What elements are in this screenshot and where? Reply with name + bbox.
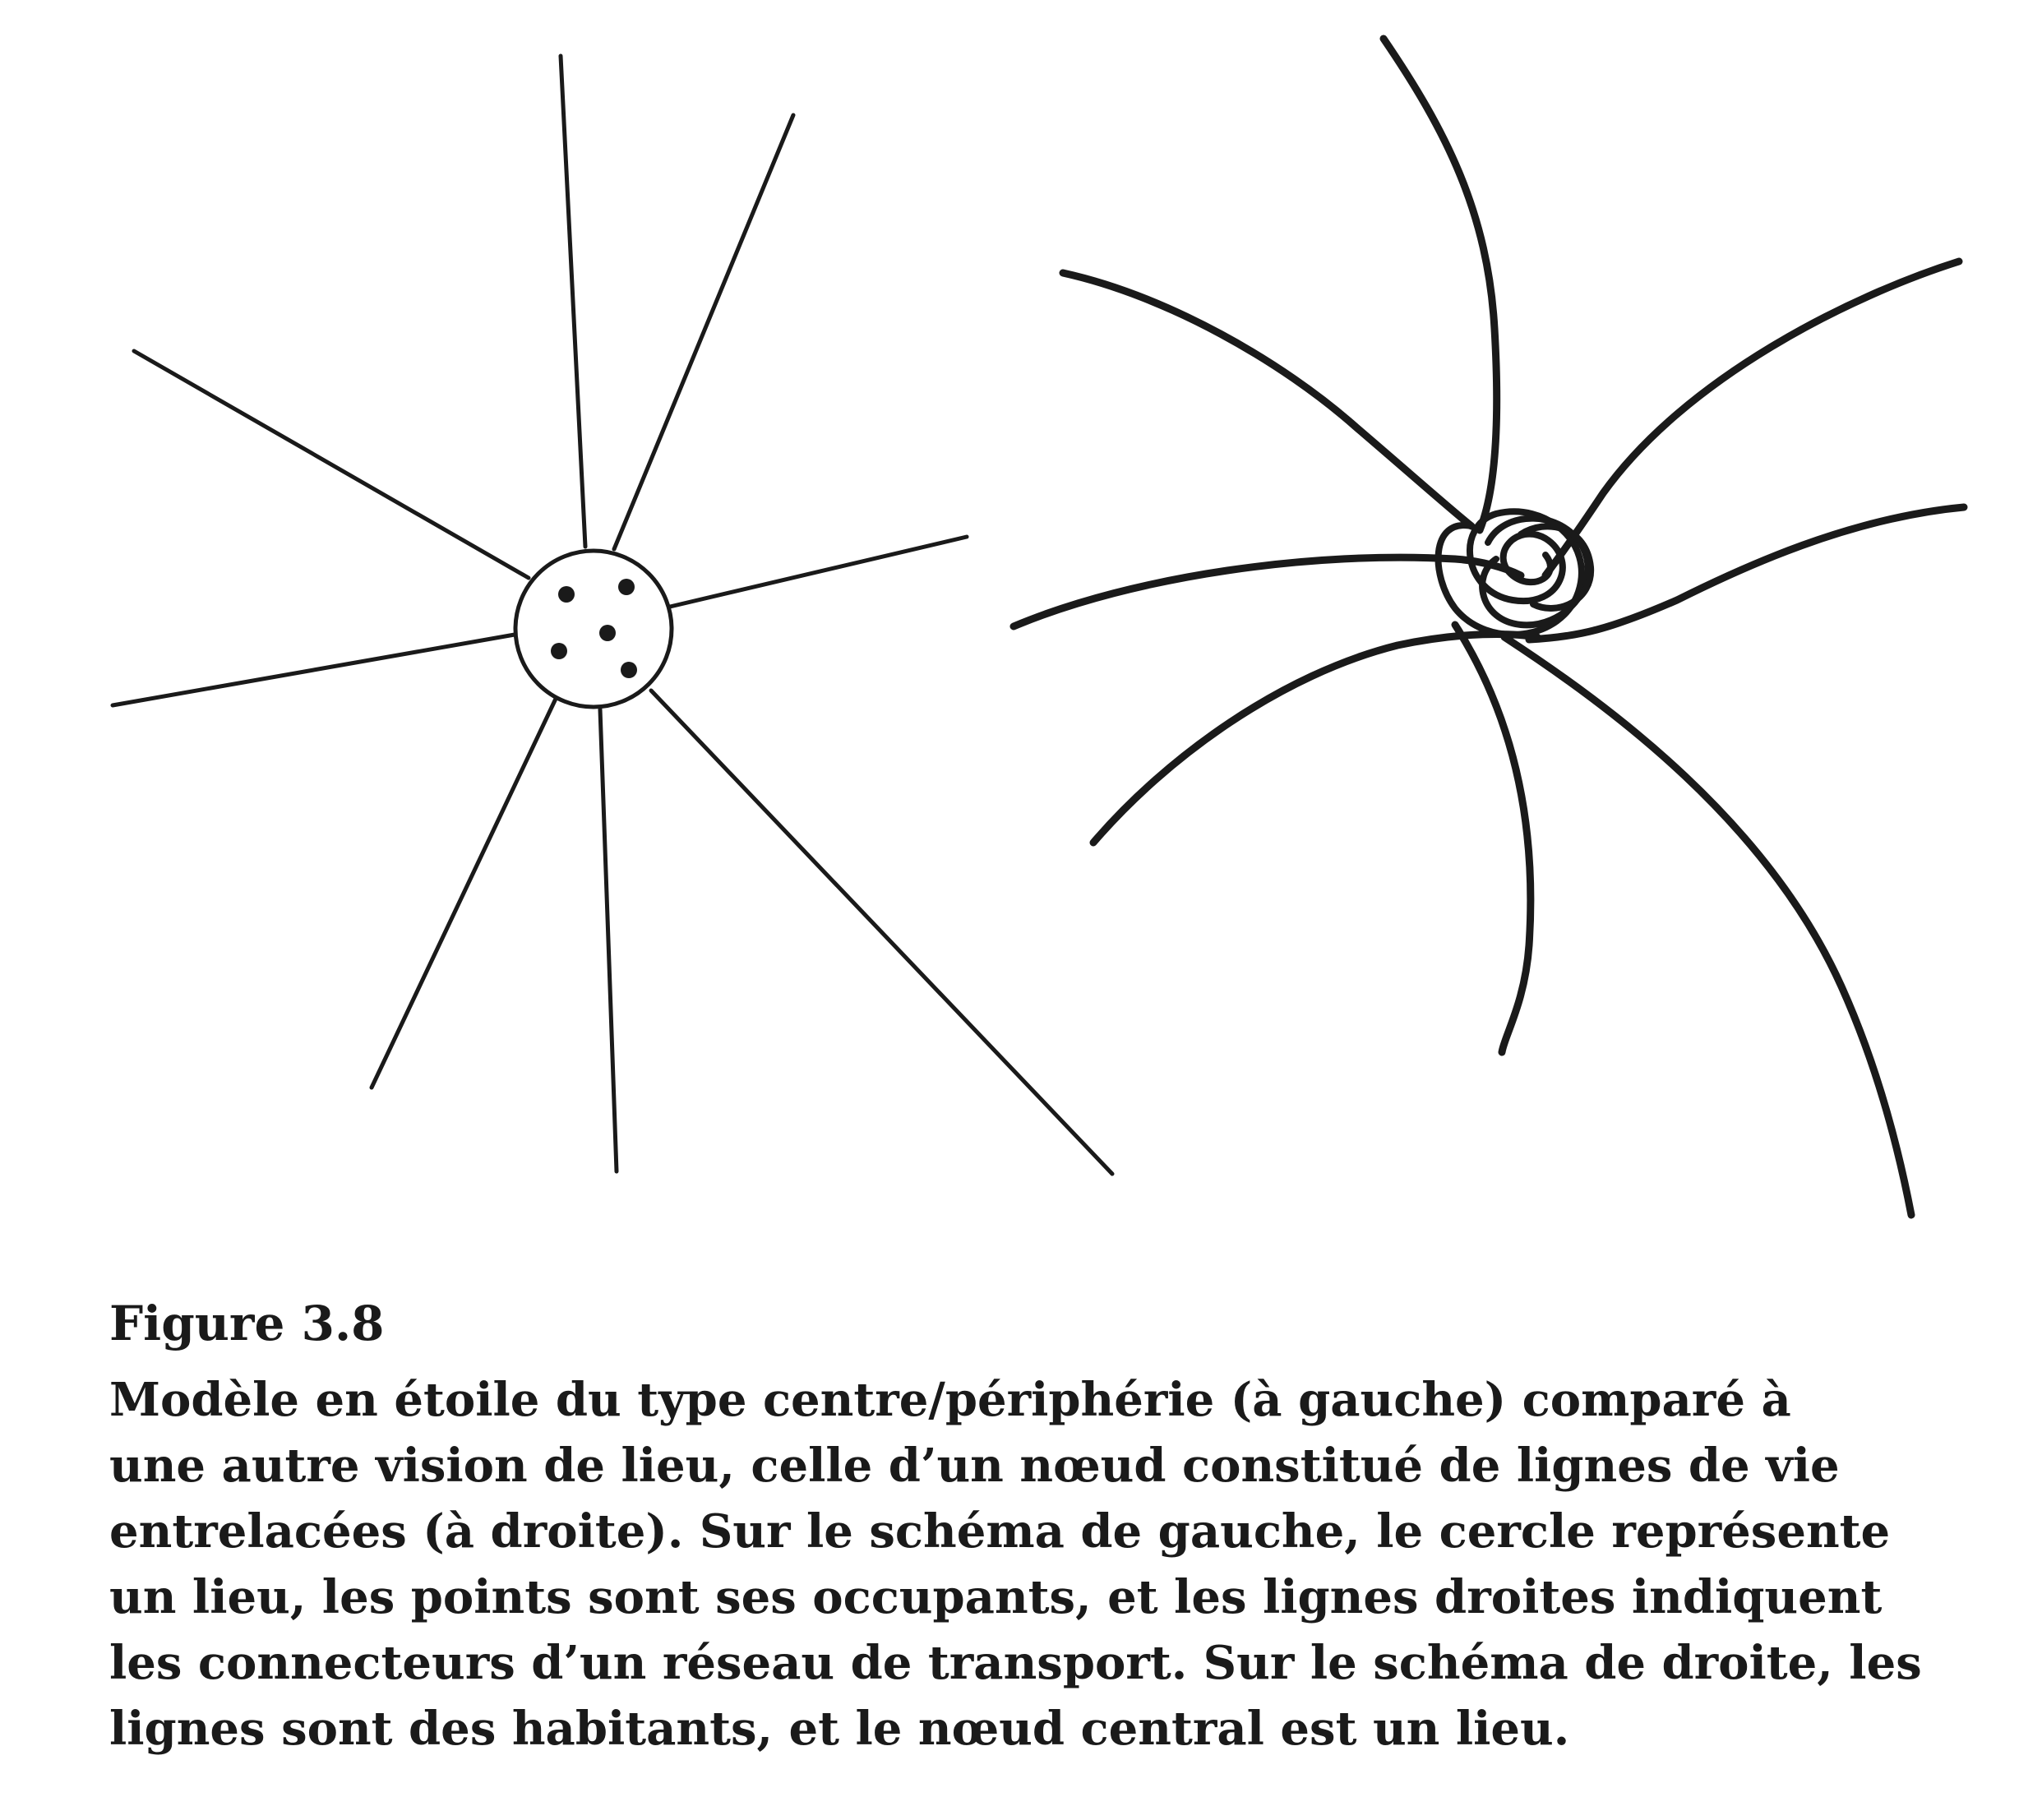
caption-line: une autre vision de lieu, celle d’un nœud constitué de lignes de vie <box>109 1439 1840 1493</box>
life-line <box>1093 634 1537 843</box>
star-spoke <box>113 635 515 705</box>
life-line <box>1455 625 1531 1052</box>
life-line <box>1384 39 1497 530</box>
star-spoke <box>670 537 967 607</box>
star-diagram <box>113 56 1112 1174</box>
life-line <box>1545 261 1959 575</box>
caption-text <box>109 1367 1959 1762</box>
caption-line: les connecteurs d’un réseau de transport. Sur le schéma de droite, les <box>109 1636 1922 1690</box>
place-circle <box>515 551 672 707</box>
caption-line: un lieu, les points sont ses occupants, et les lignes droites indiquent <box>109 1570 1883 1624</box>
figure-label: Figure 3.8 <box>109 1296 385 1351</box>
occupant-dot <box>558 586 575 603</box>
central-knot <box>1439 511 1592 635</box>
star-spoke <box>614 115 793 549</box>
occupant-dot <box>599 625 616 641</box>
caption-line: Modèle en étoile du type centre/périphérie (à gauche) comparé à <box>109 1373 1791 1427</box>
occupant-dot <box>621 662 637 678</box>
life-line <box>1529 507 1964 640</box>
star-spoke <box>134 351 529 578</box>
occupant-dot <box>551 643 567 659</box>
star-spoke <box>651 691 1112 1174</box>
life-line <box>1063 273 1471 526</box>
caption-line: lignes sont des habitants, et le nœud central est un lieu. <box>109 1702 1570 1756</box>
knot-diagram <box>1014 39 1964 1215</box>
star-spoke <box>600 709 617 1171</box>
occupant-dot <box>618 579 635 595</box>
star-spoke <box>561 56 585 547</box>
figure-caption <box>109 1295 1959 1762</box>
caption-line: entrelacées (à droite). Sur le schéma de gauche, le cercle représente <box>109 1504 1891 1559</box>
life-line <box>1504 637 1911 1215</box>
star-spoke <box>372 699 556 1088</box>
